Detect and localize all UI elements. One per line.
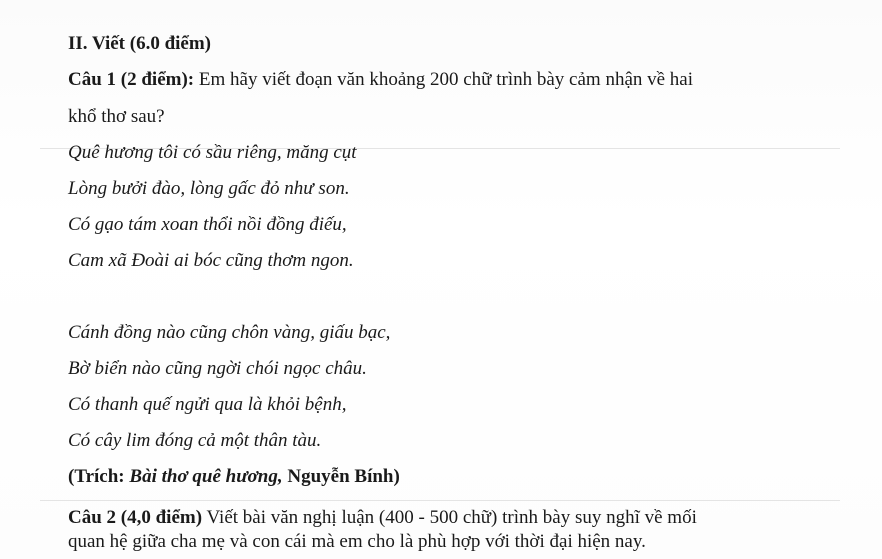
poem-line: Có thanh quế ngửi qua là khỏi bệnh, (68, 394, 347, 415)
poem-line: Bờ biển nào cũng ngời chói ngọc châu. (68, 358, 367, 379)
question-2-line-2: quan hệ giữa cha mẹ và con cái mà em cho là phù hợp với thời đại hiện nay. (68, 531, 646, 552)
question-1-label: Câu 1 (2 điểm): (68, 69, 195, 90)
citation (68, 465, 400, 489)
poem-line: Cam xã Đoài ai bóc cũng thơm ngon. (68, 250, 354, 271)
question-2-label: Câu 2 (4,0 điểm) (68, 507, 203, 528)
citation-author: Nguyễn Bính) (282, 466, 400, 487)
bleed-through-rule (40, 500, 840, 501)
question-1-text: Em hãy viết đoạn văn khoảng 200 chữ trình bày cảm nhận về hai (198, 69, 694, 90)
poem-line: Có cây lim đóng cả một thân tàu. (68, 430, 322, 451)
question-1-line-1 (68, 68, 693, 92)
question-1-line-2: khổ thơ sau? (68, 106, 165, 127)
poem-line: Cánh đồng nào cũng chôn vàng, giấu bạc, (68, 322, 391, 343)
question-2-line-1 (68, 506, 697, 530)
poem-line: Lòng bưởi đào, lòng gấc đỏ như son. (68, 178, 350, 199)
citation-title: Bài thơ quê hương, (129, 466, 283, 487)
question-2-text: Viết bài văn nghị luận (400 - 500 chữ) trình bày suy nghĩ về mối (202, 507, 697, 528)
citation-prefix: (Trích: (68, 466, 130, 487)
section-heading: II. Viết (6.0 điểm) (68, 33, 212, 54)
poem-line: Có gạo tám xoan thổi nồi đồng điếu, (68, 214, 347, 235)
poem-line: Quê hương tôi có sầu riêng, măng cụt (68, 142, 357, 163)
